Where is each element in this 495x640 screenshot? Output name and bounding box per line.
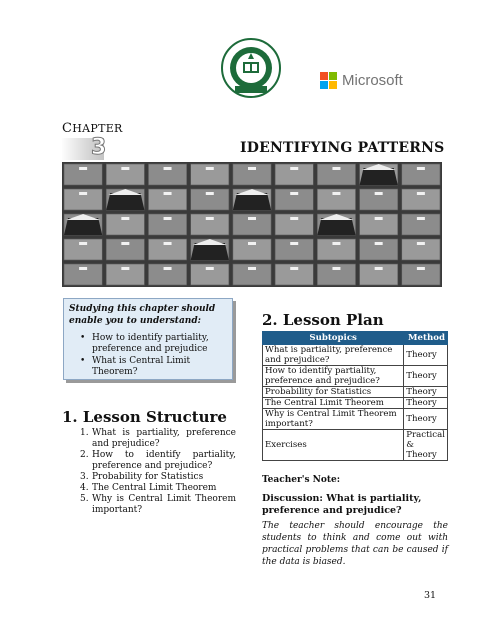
subtopic-cell: Exercises [263,430,404,461]
lesson-plan-table [262,331,448,461]
table-header-row [263,332,448,345]
objectives-heading: Studying this chapter should enable you to understand: [69,304,216,326]
table-row [263,409,448,430]
method-cell: Theory [404,366,448,387]
chapter-number: 3 [91,135,107,160]
list-item: 3. Probability for Statistics [80,472,204,482]
subtopic-cell: How to identify partiality, preference and prejudice? [263,366,404,387]
filing-cabinets-illustration [62,162,442,287]
list-item: 5. Why is Central Limit Theorem important? [80,494,236,515]
list-item: 2. How to identify partiality, preference and prejudice? [80,450,236,471]
objective-item: • What is Central Limit Theorem? [82,356,230,378]
teachers-note-text: The teacher should encourage the students to think and come out with practical problems that can be caused if the data is biased. [262,521,448,567]
cbse-logo [221,38,281,98]
table-row [263,345,448,366]
method-cell: Theory [404,409,448,430]
table-row [263,430,448,461]
objective-item: • How to identify partiality, preference and prejudice [82,333,230,355]
chapter-label: CHAPTER [62,121,123,136]
method-cell: Theory [404,398,448,409]
subtopic-cell: Why is Central Limit Theorem important? [263,409,404,430]
microsoft-logo [320,72,403,89]
subtopic-cell: Probability for Statistics [263,387,404,398]
lesson-plan-title: 2. Lesson Plan [262,311,384,329]
method-header: Method [404,332,448,345]
microsoft-wordmark: Microsoft [342,72,403,89]
objectives-list [82,333,230,379]
subtopics-header: Subtopics [263,332,404,345]
discussion-heading: Discussion: What is partiality, preference and prejudice? [262,493,422,516]
method-cell: Theory [404,387,448,398]
chapter-title: IDENTIFYING PATTERNS [240,140,445,156]
method-cell: Theory [404,345,448,366]
subtopic-cell: The Central Limit Theorem [263,398,404,409]
lesson-structure-list [80,428,236,516]
page-number: 31 [424,590,437,601]
list-item: 4. The Central Limit Theorem [80,483,217,493]
teachers-note-label: Teacher's Note: [262,475,341,485]
table-row [263,366,448,387]
lesson-structure-title: 1. Lesson Structure [62,408,227,426]
method-cell: Practical & Theory [404,430,448,461]
table-row [263,398,448,409]
table-row [263,387,448,398]
subtopic-cell: What is partiality, preference and prejudice? [263,345,404,366]
learning-objectives-box [63,298,233,380]
list-item: 1. What is partiality, preference and prejudice? [80,428,236,449]
microsoft-squares-icon [320,72,337,89]
